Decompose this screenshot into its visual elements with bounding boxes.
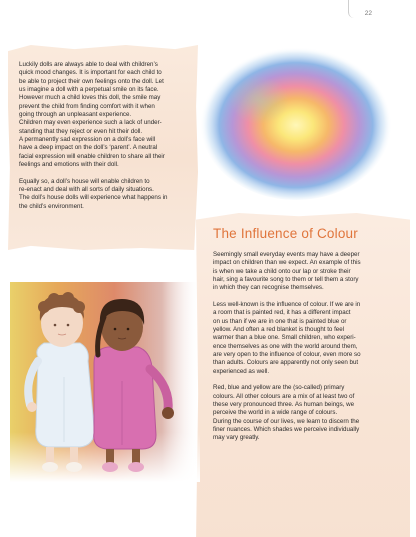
right-paragraph-2: Less well-known is the influence of colour. If we are in a room that is painted red, it has a different impact on us than if we are in one that is painted blue or yellow. And often a red blanket is thought to feel warmer than a blue one. Small children, who experi- ence themselves as one with the world around them, are very open to the influence of colour, even more so than adults. Colours are apparently not only seen but experienced as well.	[213, 301, 361, 375]
left-text-column	[19, 61, 194, 219]
left-paragraph-2: Equally so, a doll’s house will enable children to re-enact and deal with all sorts of daily situations. The doll’s house dolls will experience what happens in the child’s environment.	[19, 177, 168, 210]
rainbow-glow-green-tint	[224, 68, 324, 148]
right-paragraph-1: Seemingly small everyday events may have a deeper impact on children than we expect. An example of this is when we take a child onto our lap or stroke their hair, sing a favourite song to them or tell them a story in which they can recognise themselves.	[213, 251, 361, 292]
section-heading: The Influence of Colour	[213, 226, 358, 241]
page-fold-decoration	[348, 0, 354, 18]
right-paragraph-3: Red, blue and yellow are the (so-called) primary colours. All other colours are a mix of at least two of these very pronounced three. As human beings, we perceive the world in a wide range of colours. During the course of our lives, we learn to discern the finer nuances. Which shades we perceive individually may vary greatly.	[213, 384, 360, 442]
left-paragraph-1: Luckily dolls are always able to deal with children’s quick mood changes. It is important for each child to be able to project their own feelings onto the doll. Let us imagine a doll with a perpetual smile on its face. However much a child loves this doll, the smile may prevent the child from finding comfort with it when going through an unpleasant experience. Children may even experience such a lack of under- standing that they reject or even hit their doll. A permanently sad expression on a doll’s face will have a deep impact on the doll’s ‘parent’. A neutral facial expression will enable children to share all their feelings and emotions with their doll.	[19, 61, 165, 169]
right-text-column	[213, 251, 403, 451]
two-dolls-illustration	[10, 277, 200, 487]
page-number: 22	[364, 10, 372, 17]
rainbow-glow-illustration	[196, 40, 396, 205]
